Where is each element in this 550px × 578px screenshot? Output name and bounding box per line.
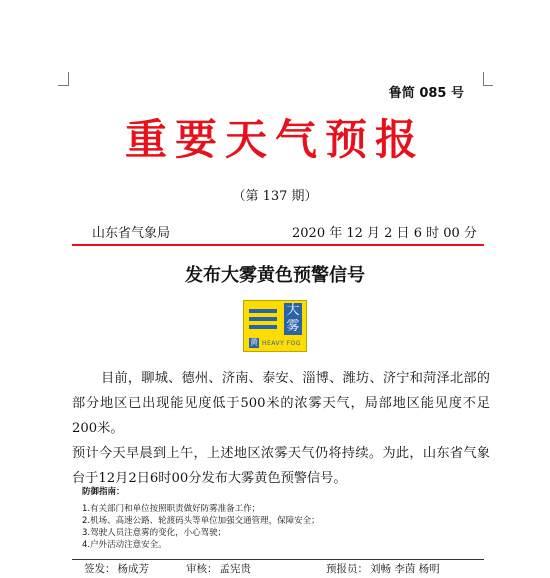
signer <box>84 561 149 576</box>
fog-icon-glyph: 大雾 <box>284 303 302 335</box>
forecast-body <box>72 366 490 491</box>
body-paragraph: 预计今天早晨到上午，上述地区浓雾天气仍将持续。为此，山东省气象台于12月2日6时00分发布大雾黄色预警信号。 <box>72 446 490 486</box>
fog-yellow-warning-icon <box>243 300 307 352</box>
signoff-divider <box>72 559 484 560</box>
fog-bar-icon <box>249 309 277 313</box>
fog-bar-icon <box>249 325 277 329</box>
guide-item: 4.户外活动注意安全。 <box>82 540 167 550</box>
body-paragraph: 目前，聊城、德州、济南、泰安、淄博、潍坊、济宁和菏泽北部的部分地区已出现能见度低于500米的浓雾天气，局部地区能见度不足200米。 <box>72 371 490 436</box>
fog-icon-caption: HEAVY FOG <box>262 340 302 347</box>
issue-datetime: 2020 年 12 月 2 日 6 时 00 分 <box>292 226 477 241</box>
signal-title: 发布大雾黄色预警信号 <box>185 265 365 286</box>
page-title: 重要天气预报 <box>124 115 425 164</box>
issue-number: （第 137 期） <box>232 189 318 204</box>
guide-item: 1.有关部门和单位按照职责做好防雾准备工作； <box>82 504 261 514</box>
defense-guide <box>82 486 402 551</box>
issuer-name: 山东省气象局 <box>92 226 171 241</box>
forecasters-names: 刘畅 李茵 杨明 <box>370 563 440 575</box>
guide-item: 3.驾驶人员注意雾的变化，小心驾驶； <box>82 528 227 538</box>
guide-heading: 防御指南： <box>82 487 125 497</box>
signer-label: 签发： <box>84 563 116 575</box>
document-code: 鲁简 085 号 <box>388 86 464 101</box>
fog-bar-icon <box>249 317 277 321</box>
forecasters <box>326 561 440 576</box>
reviewer <box>186 561 251 576</box>
header-divider <box>72 244 484 246</box>
reviewer-name: 孟宪贵 <box>219 563 251 575</box>
reviewer-label: 审核： <box>186 563 218 575</box>
forecasters-label: 预报员： <box>326 563 368 575</box>
fog-icon-level-glyph: 黄 <box>250 338 258 347</box>
guide-item: 2.机场、高速公路、轮渡码头等单位加强交通管理，保障安全； <box>82 516 320 526</box>
signer-name: 杨成芳 <box>117 563 149 575</box>
